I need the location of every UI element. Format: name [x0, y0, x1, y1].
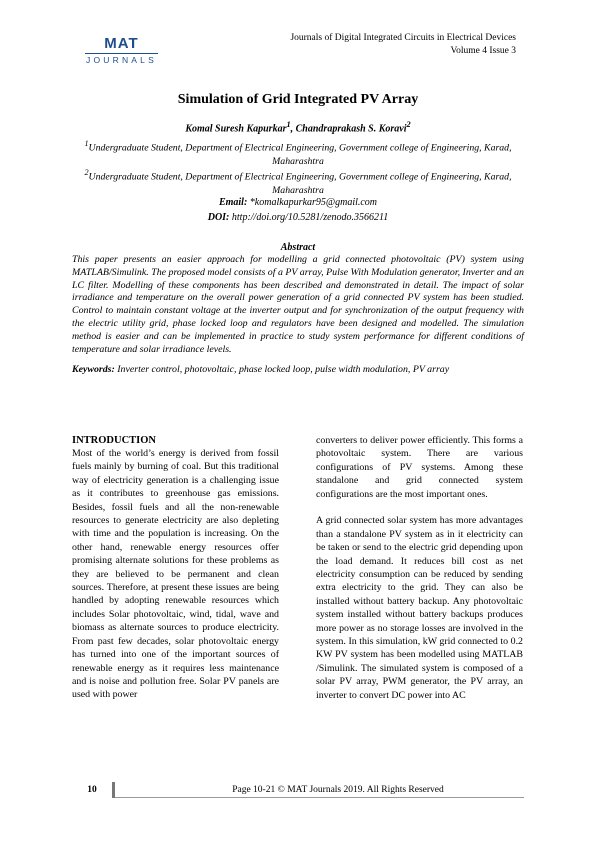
- section-heading-introduction: INTRODUCTION: [72, 435, 157, 446]
- author-2-sup: 2: [406, 120, 411, 129]
- affiliation-1-sup: 1: [84, 139, 89, 148]
- logo-subtitle: JOURNALS: [86, 55, 157, 65]
- column-right: [316, 434, 523, 716]
- author-1: Komal Suresh Kapurkar: [185, 123, 287, 135]
- author-separator: ,: [290, 123, 296, 135]
- journal-name: Journals of Digital Integrated Circuits in Electrical Devices: [290, 33, 516, 43]
- footer-divider: [112, 782, 115, 798]
- logo-rule: [85, 53, 158, 54]
- intro-paragraph-3: A grid connected solar system has more advantages than a standalone PV system as in it electricity can be taken or send to the electric grid depending upon the load demand. It reduces bill cost as net electricity consumption can be reduced by sending extra electricity to the grid. They can also be installed without battery backup. Any photovoltaic system installed without battery backups produces more power as no storage losses are involved in the system. In this simulation, kW grid connected to 0.2 KW PV system has been modelled using MATLAB /Simulink. The simulated system is composed of a solar PV array, PWM generator, the PV array, an inverter to convert DC power into AC: [316, 515, 523, 701]
- author-2: Chandraprakash S. Koravi: [295, 123, 407, 135]
- doi-label: DOI:: [207, 212, 230, 223]
- journal-volume: Volume 4 Issue 3: [450, 46, 516, 56]
- keywords: [72, 364, 524, 377]
- abstract-text: This paper presents an easier approach for modelling a grid connected photovoltaic (PV) system using MATLAB/Simulink. The proposed model consists of a PV array, Pulse With Modulation generator, Inverter and an LC filter. Modelling of these components has been described and demonstrated in detail. The impact of solar irradiance and temperature on the overall power generation of a grid connected PV system has been studied. Control to maintain constant voltage at the inverter output and for synchronization of the output frequency with the electric utility grid, phase locked loop and regulators have been designed and modelled. The simulation method is easier and can be implemented in practice to study system performance for different conditions of temperature and solar irradiance levels.: [72, 254, 524, 355]
- keywords-text: Inverter control, photovoltaic, phase locked loop, pulse width modulation, PV array: [117, 364, 450, 375]
- page-footer: [72, 785, 524, 798]
- footer-rule: [115, 797, 524, 798]
- logo-name: MAT: [104, 35, 139, 52]
- doi-line: [0, 212, 596, 223]
- page-number: 10: [87, 785, 97, 795]
- intro-paragraph-2: converters to deliver power efficiently. This forms a photovoltaic system. There are various configurations of PV systems. Among these standalone and grid connected system configurations are the most important ones.: [316, 435, 523, 500]
- doi-link[interactable]: http://doi.org/10.5281/zenodo.3566211: [231, 212, 389, 223]
- email-line: [0, 197, 596, 208]
- affiliation-2: [80, 166, 516, 198]
- email-link[interactable]: *komalkapurkar95@gmail.com: [249, 197, 378, 208]
- affiliation-2-sup: 2: [84, 168, 89, 177]
- intro-paragraph-1: Most of the world’s energy is derived from fossil fuels mainly by burning of coal. But this traditional way of electricity generation is a challenging issue as it contributes to greenhouse gas emissions. Besides, fossil fuels and all the non-renewable resources to generate electricity are also depleting with time and the population is increasing. On the other hand, renewable energy resources offer promising alternate solutions for these problems as they are believed to be permanent and clean sources. Therefore, at present these issues are being handled by adopting renewable resources which includes Solar photovoltaic, wind, tidal, wave and biomass as alternate sources to produce electricity. From past few decades, solar photovoltaic energy has turned into one of the important sources of renewable energy as it requires less maintenance and is noise and pollution free. Solar PV panels are used with power: [72, 448, 279, 701]
- paper-title: Simulation of Grid Integrated PV Array: [177, 92, 419, 107]
- author-1-sup: 1: [286, 120, 291, 129]
- author-line: [0, 120, 596, 134]
- abstract-heading: Abstract: [280, 242, 316, 253]
- affiliation-1-text: Undergraduate Student, Department of Electrical Engineering, Government college of Engineering, Karad, Maharashtra: [88, 142, 512, 168]
- affiliation-1: [80, 137, 516, 169]
- column-left: [72, 447, 279, 715]
- running-header: [290, 32, 516, 58]
- affiliation-2-text: Undergraduate Student, Department of Electrical Engineering, Government college of Engineering, Karad, Maharashtra: [88, 171, 512, 197]
- journal-logo: [79, 36, 164, 68]
- footer-copyright: Page 10-21 © MAT Journals 2019. All Rights Reserved: [232, 785, 444, 795]
- keywords-label: Keywords:: [72, 364, 115, 375]
- email-label: Email:: [218, 197, 248, 208]
